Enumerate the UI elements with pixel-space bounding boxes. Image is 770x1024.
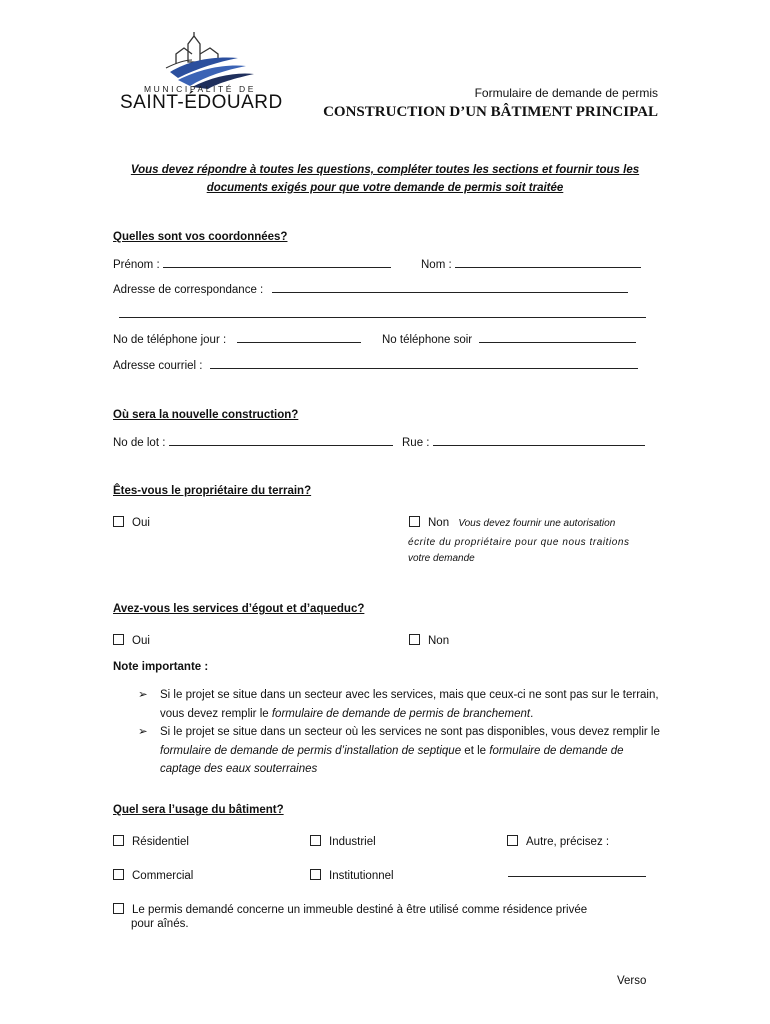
usage-institutionnel-option [310,869,394,882]
usage-aines-label-2: pour aînés. [131,918,189,930]
lot-row [113,435,393,449]
adresse-row [113,282,628,296]
usage-commercial-checkbox[interactable] [113,869,124,880]
usage-residentiel-label: Résidentiel [132,836,189,848]
owner-non-note-2: écrite du propriétaire pour que nous traitions [408,537,630,548]
nom-label: Nom : [421,259,452,271]
note-importante-label: Note importante : [113,661,209,673]
courriel-field[interactable] [210,358,638,369]
bullet2-text: Si le projet se situe dans un secteur où les services ne sont pas disponibles, vous devez remplir le [160,726,660,738]
formulaire-septique: formulaire de demande de permis d’installation de septique [160,744,462,757]
owner-oui-option [113,516,150,529]
intro-instructions: Vous devez répondre à toutes les questions, compléter toutes les sections et fournir tous les documents exigés pour que votre demande de permis soit traitée [130,164,640,194]
tel-jour-label: No de téléphone jour : [113,334,227,346]
usage-commercial-label: Commercial [132,870,194,882]
tel-jour-field[interactable] [237,332,361,343]
usage-aines-option [113,903,587,916]
owner-non-checkbox[interactable] [409,516,420,527]
usage-commercial-option [113,869,193,882]
bullet2-mid: et le [461,744,490,757]
municipality-logo [118,32,288,118]
arrow-bullet-icon: ➢ [138,726,148,738]
adresse-label: Adresse de correspondance : [113,284,264,296]
formulaire-captage: formulaire de demande de captage des eaux souterraines [160,744,624,775]
usage-autre-field[interactable] [508,866,646,877]
rue-field[interactable] [433,435,645,446]
adresse-field-1[interactable] [272,282,628,293]
usage-aines-checkbox[interactable] [113,903,124,914]
services-non-label: Non [428,635,450,647]
logo-line2: SAINT-ÉDOUARD [120,92,283,113]
lot-label: No de lot : [113,437,166,449]
nom-field[interactable] [455,257,641,268]
note-bullet-2 [138,723,663,779]
logo-emblem-icon [118,32,288,90]
owner-oui-label: Oui [132,517,150,529]
owner-non-note-1: Vous devez fournir une autorisation [458,518,616,529]
services-non-checkbox[interactable] [409,634,420,645]
section-heading-proprietaire: Êtes-vous le propriétaire du terrain? [113,485,312,497]
usage-autre-field-row [508,866,646,880]
prenom-field[interactable] [163,257,391,268]
usage-institutionnel-checkbox[interactable] [310,869,321,880]
bullet1-text: Si le projet se situe dans un secteur avec les services, mais que ceux-ci ne sont pas sur le terrain, vous devez remplir le [160,689,659,720]
tel-soir-label: No téléphone soir [382,334,473,346]
usage-aines-label-1: Le permis demandé concerne un immeuble destiné à être utilisé comme résidence privée [132,904,588,916]
courriel-label: Adresse courriel : [113,360,203,372]
tel-jour-row [113,332,361,346]
owner-non-option [409,516,615,529]
usage-residentiel-option [113,835,189,848]
owner-non-note-3: votre demande [408,553,475,564]
section-heading-coordonnees: Quelles sont vos coordonnées? [113,231,288,243]
tel-soir-row [382,332,636,346]
adresse-field-2[interactable] [119,307,646,318]
services-non-option [409,634,449,647]
usage-autre-option [507,835,609,848]
services-oui-label: Oui [132,635,150,647]
nom-row [421,257,641,271]
logo-line1: MUNICIPALITÉ DE [144,84,257,94]
prenom-label: Prénom : [113,259,160,271]
usage-autre-checkbox[interactable] [507,835,518,846]
services-oui-option [113,634,150,647]
usage-residentiel-checkbox[interactable] [113,835,124,846]
tel-soir-field[interactable] [479,332,636,343]
form-subtitle: Formulaire de demande de permis [474,86,658,100]
usage-institutionnel-label: Institutionnel [329,870,394,882]
arrow-bullet-icon: ➢ [138,689,148,701]
section-heading-services: Avez-vous les services d’égout et d’aqueduc? [113,603,365,615]
bullet1-end: . [530,707,534,720]
rue-label: Rue : [402,437,430,449]
note-bullet-1 [138,686,663,723]
usage-industriel-checkbox[interactable] [310,835,321,846]
section-heading-construction: Où sera la nouvelle construction? [113,409,299,421]
prenom-row [113,257,391,271]
owner-oui-checkbox[interactable] [113,516,124,527]
form-title: CONSTRUCTION D’UN BÂTIMENT PRINCIPAL [323,104,658,120]
lot-field[interactable] [169,435,393,446]
services-oui-checkbox[interactable] [113,634,124,645]
courriel-row [113,358,638,372]
usage-autre-label: Autre, précisez : [526,836,610,848]
adresse-row-2 [113,307,646,321]
rue-row [402,435,645,449]
usage-industriel-label: Industriel [329,836,376,848]
section-heading-usage: Quel sera l’usage du bâtiment? [113,804,284,816]
link-formulaire-branchement: formulaire de demande de permis de branchement [271,707,531,720]
usage-industriel-option [310,835,376,848]
page-footer-verso: Verso [617,975,647,987]
owner-non-label: Non [428,517,450,529]
